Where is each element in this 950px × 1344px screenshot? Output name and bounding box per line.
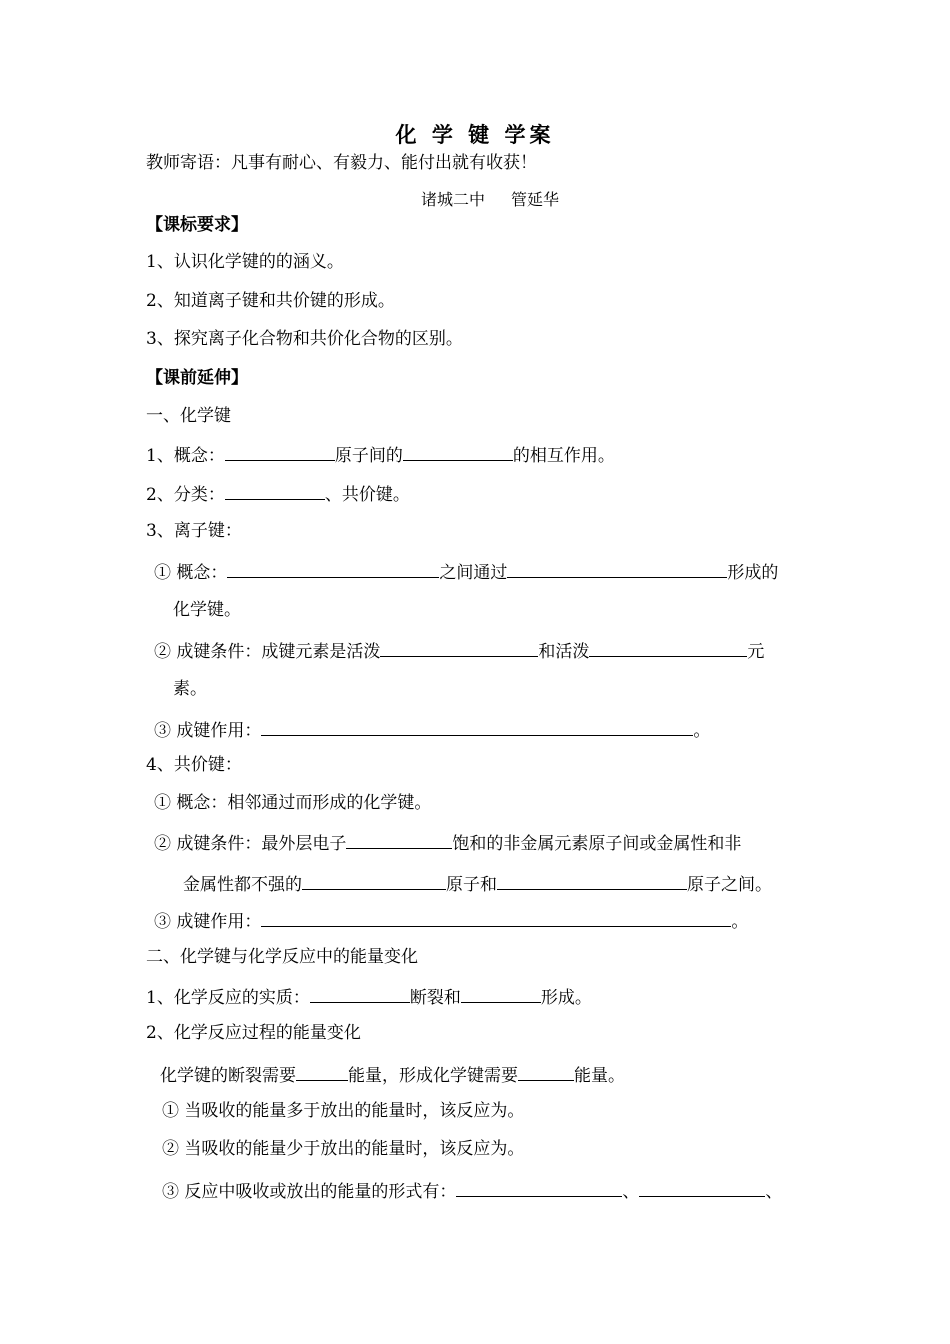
fill-blank[interactable] [639, 1178, 765, 1197]
teacher-motto: 教师寄语：凡事有耐心、有毅力、能付出就有收获！ [146, 153, 537, 173]
fill-blank[interactable] [403, 442, 513, 461]
fill-blank[interactable] [227, 559, 439, 578]
page-title: 化 学 键 学案 [395, 122, 555, 147]
fill-blank[interactable] [225, 442, 335, 461]
fill-blank[interactable] [380, 638, 538, 657]
covalent-heading: 4、共价键： [146, 755, 242, 775]
concept-text: 的相互作用。 [512, 446, 615, 466]
requirement-item: 3、探究离子化合物和共价化合物的区别。 [146, 329, 463, 349]
ionic-heading: 3、离子键： [146, 521, 242, 541]
essence-label: 1、化学反应的实质： [146, 988, 310, 1008]
fill-blank[interactable] [225, 481, 325, 500]
energy-form-label: ③ 反应中吸收或放出的能量的形式有： [162, 1182, 457, 1202]
energy-form-line [162, 1178, 782, 1203]
ionic-condition-cont: 素。 [173, 679, 207, 699]
process-heading: 2、化学反应过程的能量变化 [146, 1023, 361, 1043]
fill-blank[interactable] [461, 984, 541, 1003]
classify-label: 2、分类： [146, 485, 225, 505]
covalent-effect-label: ③ 成键作用： [154, 912, 262, 932]
ionic-condition-text: 元 [747, 642, 765, 662]
ionic-condition-text: 和活泼 [538, 642, 590, 662]
ionic-concept-line [154, 559, 778, 584]
fill-blank[interactable] [497, 871, 687, 890]
covalent-condition-text: 原子之间。 [687, 875, 772, 895]
ionic-effect-line [154, 717, 710, 742]
bond-energy-text: 能量，形成化学键需要 [348, 1066, 518, 1086]
section1-heading: 一、化学键 [146, 406, 231, 426]
essence-text: 形成。 [540, 988, 592, 1008]
covalent-condition-text: 饱和的非金属元素原子间或金属性和非 [452, 834, 742, 854]
energy-item: ① 当吸收的能量多于放出的能量时，该反应为。 [162, 1101, 525, 1121]
fill-blank[interactable] [296, 1062, 348, 1081]
requirement-item: 2、知道离子键和共价键的形成。 [146, 291, 395, 311]
classify-line [146, 481, 410, 506]
ionic-concept-text: 形成的 [727, 563, 779, 583]
fill-blank[interactable] [507, 559, 727, 578]
energy-item: ② 当吸收的能量少于放出的能量时，该反应为。 [162, 1139, 525, 1159]
concept-text: 原子间的 [334, 446, 403, 466]
requirements-heading: 【课标要求】 [146, 215, 248, 235]
covalent-concept: ① 概念：相邻通过而形成的化学键。 [154, 793, 432, 813]
covalent-effect-text: 。 [731, 912, 749, 932]
fill-blank[interactable] [346, 830, 452, 849]
concept-line [146, 442, 615, 467]
bond-energy-text: 能量。 [574, 1066, 625, 1086]
classify-text: 、共价键。 [324, 485, 410, 505]
ionic-concept-cont: 化学键。 [173, 600, 241, 620]
ionic-condition-line [154, 638, 764, 663]
covalent-condition-line [154, 830, 741, 855]
extension-heading: 【课前延伸】 [146, 368, 248, 388]
ionic-effect-label: ③ 成键作用： [154, 721, 262, 741]
ionic-effect-text: 。 [693, 721, 711, 741]
fill-blank[interactable] [261, 717, 693, 736]
fill-blank[interactable] [456, 1178, 622, 1197]
author-line [421, 189, 559, 211]
covalent-effect-line [154, 908, 748, 933]
covalent-condition-text: 金属性都不强的 [183, 875, 302, 895]
fill-blank[interactable] [302, 871, 446, 890]
ionic-condition-label: ② 成键条件：成键元素是活泼 [154, 642, 381, 662]
essence-text: 断裂和 [409, 988, 461, 1008]
ionic-concept-label: ① 概念： [154, 563, 228, 583]
energy-form-text: 、 [765, 1182, 783, 1202]
covalent-condition-text: 原子和 [446, 875, 497, 895]
covalent-condition-label: ② 成键条件：最外层电子 [154, 834, 347, 854]
fill-blank[interactable] [589, 638, 747, 657]
bond-energy-text: 化学键的断裂需要 [160, 1066, 296, 1086]
author-name: 管延华 [511, 190, 560, 209]
concept-label: 1、概念： [146, 446, 225, 466]
fill-blank[interactable] [261, 908, 731, 927]
covalent-condition-cont [183, 871, 772, 896]
fill-blank[interactable] [518, 1062, 574, 1081]
author-school: 诸城二中 [421, 190, 486, 209]
ionic-concept-text: 之间通过 [439, 563, 508, 583]
requirement-item: 1、认识化学键的的涵义。 [146, 252, 344, 272]
essence-line [146, 984, 592, 1009]
section2-heading: 二、化学键与化学反应中的能量变化 [146, 947, 418, 967]
fill-blank[interactable] [310, 984, 410, 1003]
energy-form-text: 、 [622, 1182, 640, 1202]
bond-energy-line [160, 1062, 625, 1087]
